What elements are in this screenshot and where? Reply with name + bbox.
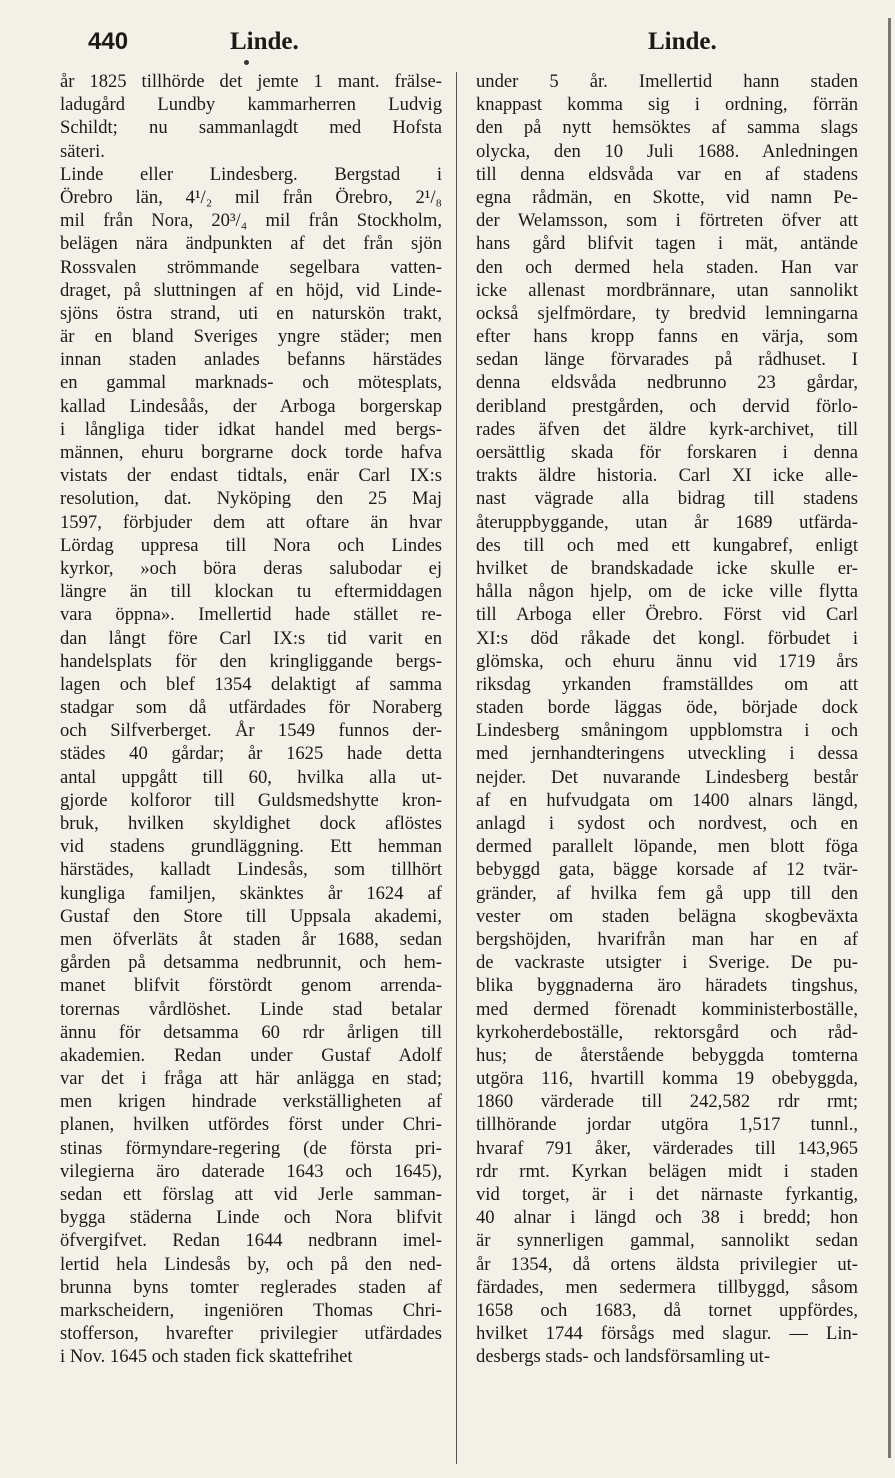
text-line: desbergs stads- och landsförsamling ut- xyxy=(476,1346,771,1368)
running-head-right: Linde. xyxy=(648,28,717,55)
text-line: är en bland Sveriges yngre städer; men xyxy=(60,326,442,348)
text-line: en gammal marknads- och mötesplats, xyxy=(60,372,442,394)
text-line: Linde eller Lindesberg. Bergstad i xyxy=(60,163,442,185)
text-line: oersättlig skada för forskaren i denna xyxy=(476,442,858,463)
text-line: markscheidern, ingeniören Thomas Chri- xyxy=(60,1299,442,1321)
text-line: tillhörande jordar utgöra 1,517 tunnl., xyxy=(476,1114,858,1136)
text-line: sjöns östra strand, uti en naturskön trakt, xyxy=(60,302,442,324)
text-line: manet blifvit förstördt genom arrenda- xyxy=(60,975,442,997)
text-line: vistats der endast tidtals, enär Carl IX:s xyxy=(60,465,442,487)
text-line: längre än till klockan tu eftermiddagen xyxy=(60,581,442,603)
text-line: hålla någon hjelp, om de icke ville flytta xyxy=(476,581,858,603)
page-number: 440 xyxy=(88,28,129,55)
text-line: dermed parallelt löpande, men blott föga xyxy=(476,836,858,858)
text-line: icke allenast mordbrännare, utan sannolikt xyxy=(476,279,858,301)
text-line: innan staden anlades befanns härstädes xyxy=(60,349,442,371)
text-line: 40 alnar i längd och 38 i bredd; hon xyxy=(476,1207,858,1229)
text-line: stadgar som då utfärdades för Noraberg xyxy=(60,697,442,719)
text-line: men krigen hindrade verkställigheten af xyxy=(60,1091,442,1113)
text-line: var det i fråga att här anlägga en stad; xyxy=(60,1068,442,1090)
text-line: des till och med ett kungabref, enligt xyxy=(476,534,858,556)
text-line: till denna eldsvåda var en af stadens xyxy=(476,163,858,185)
text-line: XI:s död råkade det kongl. förbudet i xyxy=(476,627,858,649)
text-line: Örebro län, 4¹/₂ mil från Örebro, 2¹/₈ xyxy=(60,186,442,208)
text-line: år 1825 tillhörde det jemte 1 mant. frälse- xyxy=(60,71,442,92)
right-column xyxy=(476,70,858,1369)
text-line: olycka, den 10 Juli 1688. Anledningen xyxy=(476,140,858,162)
text-line: belägen nära ändpunkten af det från sjön xyxy=(60,233,442,255)
page-edge xyxy=(888,18,891,1458)
text-line: vid stadens grundläggning. Ett hemman xyxy=(60,836,442,858)
text-line: är synnerligen gammal, sannolikt sedan xyxy=(476,1230,858,1252)
text-line: gården på detsamma nedbrunnit, och hem- xyxy=(60,952,442,974)
text-line: härstädes, kalladt Lindesås, som tillhört xyxy=(60,859,442,881)
text-line: mil från Nora, 20³/₄ mil från Stockholm, xyxy=(60,210,442,232)
text-line: Lindesberg småningom uppblomstra i och xyxy=(476,720,858,742)
text-line: städes 40 gårdar; år 1625 hade detta xyxy=(60,743,442,765)
text-line: hvilket 1744 försågs med slagur. — Lin- xyxy=(476,1323,858,1345)
text-line: den på nytt hemsöktes af samma slags xyxy=(476,117,858,139)
text-line: af en hufvudgata om 1400 alnars längd, xyxy=(476,789,858,811)
text-line: med jernhandteringens utveckling i dessa xyxy=(476,743,858,765)
text-line: sedan länge förvarades på rådhuset. I xyxy=(476,349,858,371)
text-line: nast vägrade alla bidrag till stadens xyxy=(476,488,858,510)
text-line: lagen och blef 1354 delaktigt af samma xyxy=(60,673,442,695)
text-line: kallad Lindesåås, der Arboga borgerskap xyxy=(60,395,442,417)
text-line: 1860 värderade till 242,582 rdr rmt; xyxy=(476,1091,858,1113)
text-line: hans gård blifvit tagen i mät, antände xyxy=(476,233,858,255)
text-line: lertid hela Lindesås by, och på den ned- xyxy=(60,1253,442,1275)
text-line: anlagd i sydost och nordvest, och en xyxy=(476,813,858,834)
text-line: ännu för detsamma 60 rdr årligen till xyxy=(60,1021,442,1043)
text-line: Schildt; nu sammanlagdt med Hofsta xyxy=(60,117,442,139)
text-line: torernas vårdlöshet. Linde stad betalar xyxy=(60,998,442,1020)
text-line: glömska, och ehuru ännu vid 1719 års xyxy=(476,650,858,672)
text-line: planen, hvilken utfördes först under Chri- xyxy=(60,1114,442,1136)
text-line: knappast komma sig i ordning, förrän xyxy=(476,94,858,116)
text-line: rades äfven det äldre kyrk-archivet, till xyxy=(476,418,858,440)
text-line: der Welamsson, som i förtreten öfver att xyxy=(476,210,858,232)
text-line: hus; de återstående bebyggda tomterna xyxy=(476,1044,858,1066)
text-line: männen, ehuru borgrarne dock torde hafva xyxy=(60,442,442,463)
text-line: denna eldsvåda nedbrunno 23 gårdar, xyxy=(476,372,858,394)
text-line: rdr rmt. Kyrkan belägen midt i staden xyxy=(476,1160,858,1182)
text-line: säteri. xyxy=(60,140,105,162)
text-line: Gustaf den Store till Uppsala akademi, xyxy=(60,905,442,927)
text-line: i långliga tider idkat handel med bergs- xyxy=(60,418,442,440)
left-column xyxy=(60,70,442,1369)
text-line: gjorde kolforor till Guldsmedshytte kron- xyxy=(60,789,442,811)
text-line: hvilket de brandskadade icke skulle er- xyxy=(476,557,858,579)
text-line: efter hans kropp fanns en värja, som xyxy=(476,326,858,348)
text-line: vilegierna äro daterade 1643 och 1645), xyxy=(60,1160,442,1182)
text-line: bygga städerna Linde och Nora blifvit xyxy=(60,1207,442,1229)
text-line: staden borde läggas öde, började dock xyxy=(476,697,858,719)
text-line: öfvergifvet. Redan 1644 nedbrann imel- xyxy=(60,1230,442,1252)
text-line: och Silfverberget. År 1549 funnos der- xyxy=(60,720,442,742)
text-line: Rossvalen strömmande segelbara vatten- xyxy=(60,256,442,278)
text-line: kyrkor, »och böra deras salubodar ej xyxy=(60,557,442,579)
text-line: ladugård Lundby kammarherren Ludvig xyxy=(60,94,442,116)
text-line: 1658 och 1683, då tornet uppfördes, xyxy=(476,1299,858,1321)
text-line: resolution, dat. Nyköping den 25 Maj xyxy=(60,488,442,510)
text-line: stinas förmyndare-regering (de första pri- xyxy=(60,1137,442,1159)
text-line: de vackraste utsigter i Sverige. De pu- xyxy=(476,952,858,974)
text-line: deribland prestgården, och dervid förlo- xyxy=(476,395,858,417)
text-line: Lördag uppresa till Nora och Lindes xyxy=(60,534,442,556)
text-line: bebyggd gata, bägge korsade af 12 tvär- xyxy=(476,859,858,881)
text-line: men öfverläts åt staden år 1688, sedan xyxy=(60,928,442,950)
text-line: egna rådmän, en Skotte, vid namn Pe- xyxy=(476,186,858,208)
text-line: gränder, af hvilka fem gå upp till den xyxy=(476,882,858,904)
text-line: draget, på sluttningen af en höjd, vid Linde- xyxy=(60,279,442,301)
text-line: trakts äldre historia. Carl XI icke alle- xyxy=(476,465,858,487)
text-line: blika byggnaderna äro häradets tingshus, xyxy=(476,975,858,997)
text-line: bruk, hvilken skyldighet dock aflöstes xyxy=(60,813,442,834)
text-line: vester om staden belägna skogbeväxta xyxy=(476,905,858,927)
text-line: också sjelfmördare, ty bredvid lemningarna xyxy=(476,302,858,324)
text-line: riksdag yrkanden framställdes om att xyxy=(476,673,858,695)
text-line: kyrkoherdeboställe, rektorsgård och råd- xyxy=(476,1021,858,1043)
text-line: med dermed förenadt komministerboställe, xyxy=(476,998,858,1020)
text-line: år 1354, då ortens äldsta privilegier ut- xyxy=(476,1253,858,1275)
text-line: kungliga familjen, skänktes år 1624 af xyxy=(60,882,442,904)
text-line: färdades, men sedermera tillbyggd, såsom xyxy=(476,1276,858,1298)
text-line: återuppbyggande, utan år 1689 utfärda- xyxy=(476,511,858,533)
page-header xyxy=(0,28,895,62)
text-line: dan långt före Carl IX:s tid varit en xyxy=(60,627,442,649)
text-line: sedan ett förslag att vid Jerle samman- xyxy=(60,1184,442,1205)
column-divider xyxy=(456,72,457,1464)
text-line: till Arboga eller Örebro. Först vid Carl xyxy=(476,604,858,626)
text-line: bergshöjden, hvarifrån man har en af xyxy=(476,928,858,950)
text-line: utgöra 116, hvartill komma 19 obebyggda, xyxy=(476,1068,858,1090)
text-line: hvaraf 791 åker, värderades till 143,965 xyxy=(476,1137,858,1159)
text-line: 1597, förbjuder dem att oftare än hvar xyxy=(60,511,442,533)
text-line: i Nov. 1645 och staden fick skattefrihet xyxy=(60,1346,353,1368)
text-line: brunna byns tomter reglerades staden af xyxy=(60,1276,442,1298)
text-line: vid torget, är i det närnaste fyrkantig, xyxy=(476,1184,858,1205)
text-line: stofferson, hvarefter privilegier utfärdades xyxy=(60,1323,442,1345)
text-line: akademien. Redan under Gustaf Adolf xyxy=(60,1044,442,1066)
text-line: antal uppgått till 60, hvilka alla ut- xyxy=(60,766,442,788)
running-head-left: Linde. xyxy=(230,28,299,55)
text-line: den och dermed hela staden. Han var xyxy=(476,256,858,278)
text-line: under 5 år. Imellertid hann staden xyxy=(476,71,858,92)
text-line: vara öppna». Imellertid hade stället re- xyxy=(60,604,442,626)
print-speck xyxy=(244,60,249,65)
text-line: handelsplats för den kringliggande bergs- xyxy=(60,650,442,672)
text-line: nejder. Det nuvarande Lindesberg består xyxy=(476,766,858,788)
